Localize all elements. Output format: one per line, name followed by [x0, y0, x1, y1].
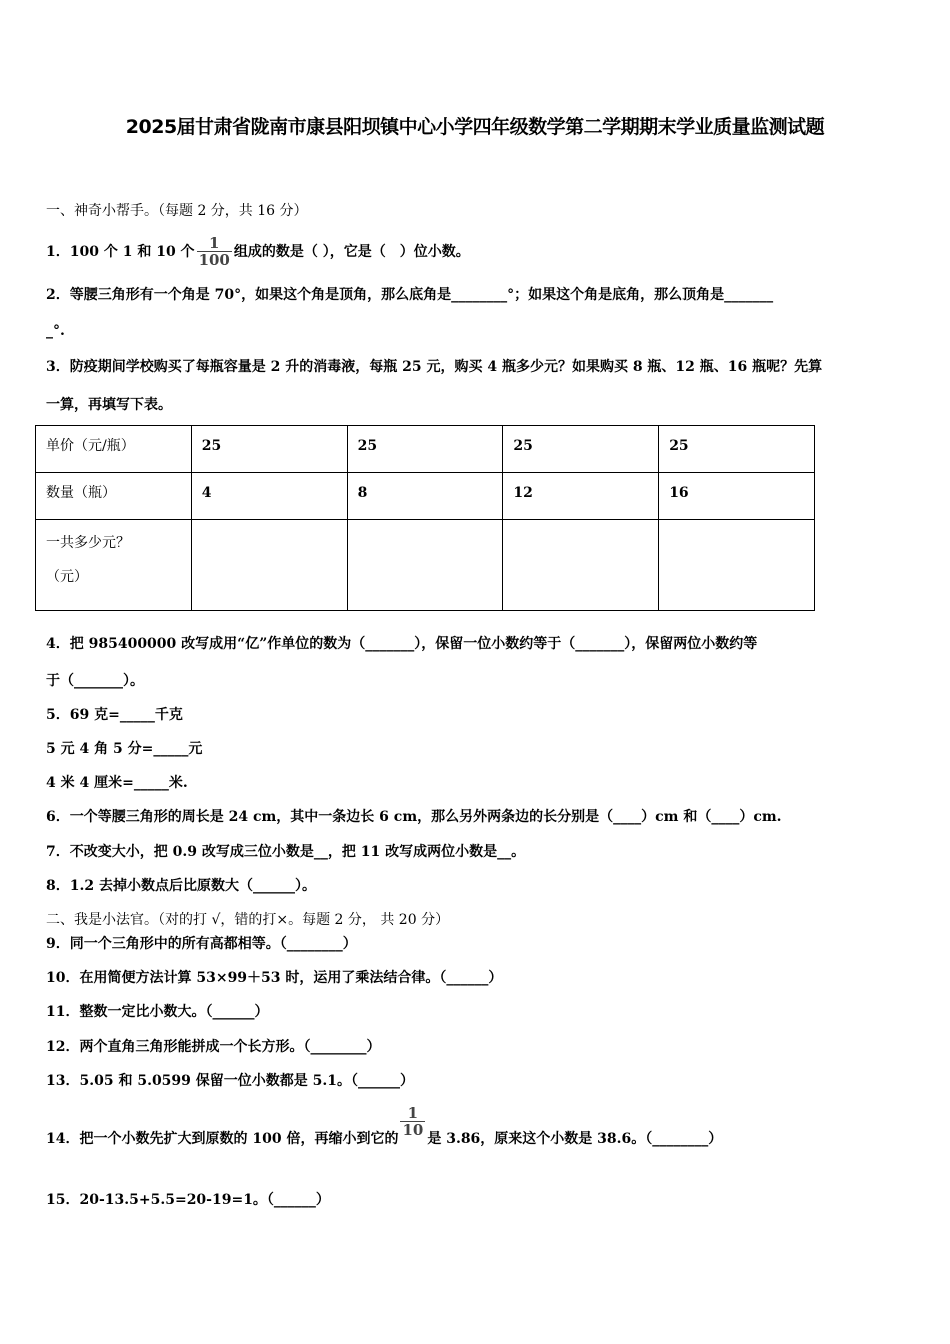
- cell-price-4: 25: [659, 426, 815, 473]
- cell-total-2[interactable]: [347, 520, 503, 611]
- question-7: 7．不改变大小，把 0.9 改写成三位小数是__，把 11 改写成两位小数是__。: [46, 844, 526, 860]
- question-13: 13．5.05 和 5.0599 保留一位小数都是 5.1。（______）: [46, 1073, 415, 1089]
- table-row-total: [36, 520, 815, 611]
- question-15: 15．20-13.5+5.5=20-19=1。（______）: [46, 1192, 330, 1208]
- q14-fraction: [400, 1106, 425, 1138]
- q14-prefix: 14．把一个小数先扩大到原数的 100 倍，再缩小到它的: [46, 1131, 399, 1147]
- question-11: 11．整数一定比小数大。（______）: [46, 1004, 269, 1020]
- q1-prefix: 1．100 个 1 和 10 个: [46, 244, 195, 260]
- total-label-line1: 一共多少元？: [46, 535, 130, 551]
- question-10: 10．在用简便方法计算 53×99＋53 时，运用了乘法结合律。（______）: [46, 970, 503, 986]
- question-3-line1: 3．防疫期间学校购买了每瓶容量是 2 升的消毒液，每瓶 25 元，购买 4 瓶多少元？如果购买 8 瓶、12 瓶、16 瓶呢？先算: [46, 359, 823, 375]
- question-9: 9．同一个三角形中的所有高都相等。（________）: [46, 936, 357, 952]
- page-title: 2025届甘肃省陇南市康县阳坝镇中心小学四年级数学第二学期期末学业质量监测试题: [125, 116, 825, 138]
- question-5-line3: 4 米 4 厘米=_____米.: [46, 775, 188, 791]
- cell-qty-4: 16: [659, 473, 815, 520]
- cell-price-2: 25: [347, 426, 503, 473]
- question-3-line2: 一算，再填写下表。: [46, 397, 172, 413]
- question-5-line1: 5．69 克=_____千克: [46, 707, 183, 723]
- cell-label-unit-price: 单价（元/瓶）: [36, 426, 192, 473]
- total-label-line2: （元）: [46, 569, 88, 585]
- section2-heading: 二、我是小法官。（对的打 √，错的打×。每题 2 分， 共 20 分）: [46, 912, 450, 928]
- cell-price-3: 25: [503, 426, 659, 473]
- q14-frac-den: 10: [402, 1121, 424, 1139]
- table-row-unit-price: [36, 426, 815, 473]
- q1-fraction: [197, 236, 232, 268]
- q14-suffix: 是 3.86，原来这个小数是 38.6。（________）: [427, 1131, 723, 1147]
- question-6: 6．一个等腰三角形的周长是 24 cm，其中一条边长 6 cm，那么另外两条边的长分别是（____）cm 和（____）cm.: [46, 809, 782, 825]
- question-14: [46, 1104, 723, 1166]
- q14-frac-num: 1: [407, 1104, 419, 1122]
- cell-label-quantity: 数量（瓶）: [36, 473, 192, 520]
- cell-total-4[interactable]: [659, 520, 815, 611]
- question-2-line2: _°.: [46, 323, 65, 339]
- cell-qty-1: 4: [191, 473, 347, 520]
- price-table: [35, 425, 815, 611]
- cell-price-1: 25: [191, 426, 347, 473]
- cell-qty-2: 8: [347, 473, 503, 520]
- question-8: 8．1.2 去掉小数点后比原数大（______）。: [46, 878, 316, 894]
- question-12: 12．两个直角三角形能拼成一个长方形。（________）: [46, 1039, 381, 1055]
- question-4-line2: 于（_______）。: [46, 673, 144, 689]
- question-2-line1: 2．等腰三角形有一个角是 70°，如果这个角是顶角，那么底角是________°；如果这个角是底角，那么顶角是_______: [46, 287, 774, 303]
- cell-qty-3: 12: [503, 473, 659, 520]
- question-1: [46, 236, 470, 268]
- cell-label-total: [36, 520, 192, 611]
- q1-suffix: 组成的数是（ ），它是（ ）位小数。: [233, 244, 470, 260]
- cell-total-3[interactable]: [503, 520, 659, 611]
- cell-total-1[interactable]: [191, 520, 347, 611]
- q1-frac-den: 100: [198, 251, 230, 269]
- question-4-line1: 4．把 985400000 改写成用“亿”作单位的数为（_______），保留一位小数约等于（_______），保留两位小数约等: [46, 636, 758, 652]
- table-row-quantity: [36, 473, 815, 520]
- q1-frac-num: 1: [209, 234, 220, 252]
- section1-heading: 一、神奇小帮手。（每题 2 分，共 16 分）: [46, 203, 308, 219]
- question-5-line2: 5 元 4 角 5 分=_____元: [46, 741, 203, 757]
